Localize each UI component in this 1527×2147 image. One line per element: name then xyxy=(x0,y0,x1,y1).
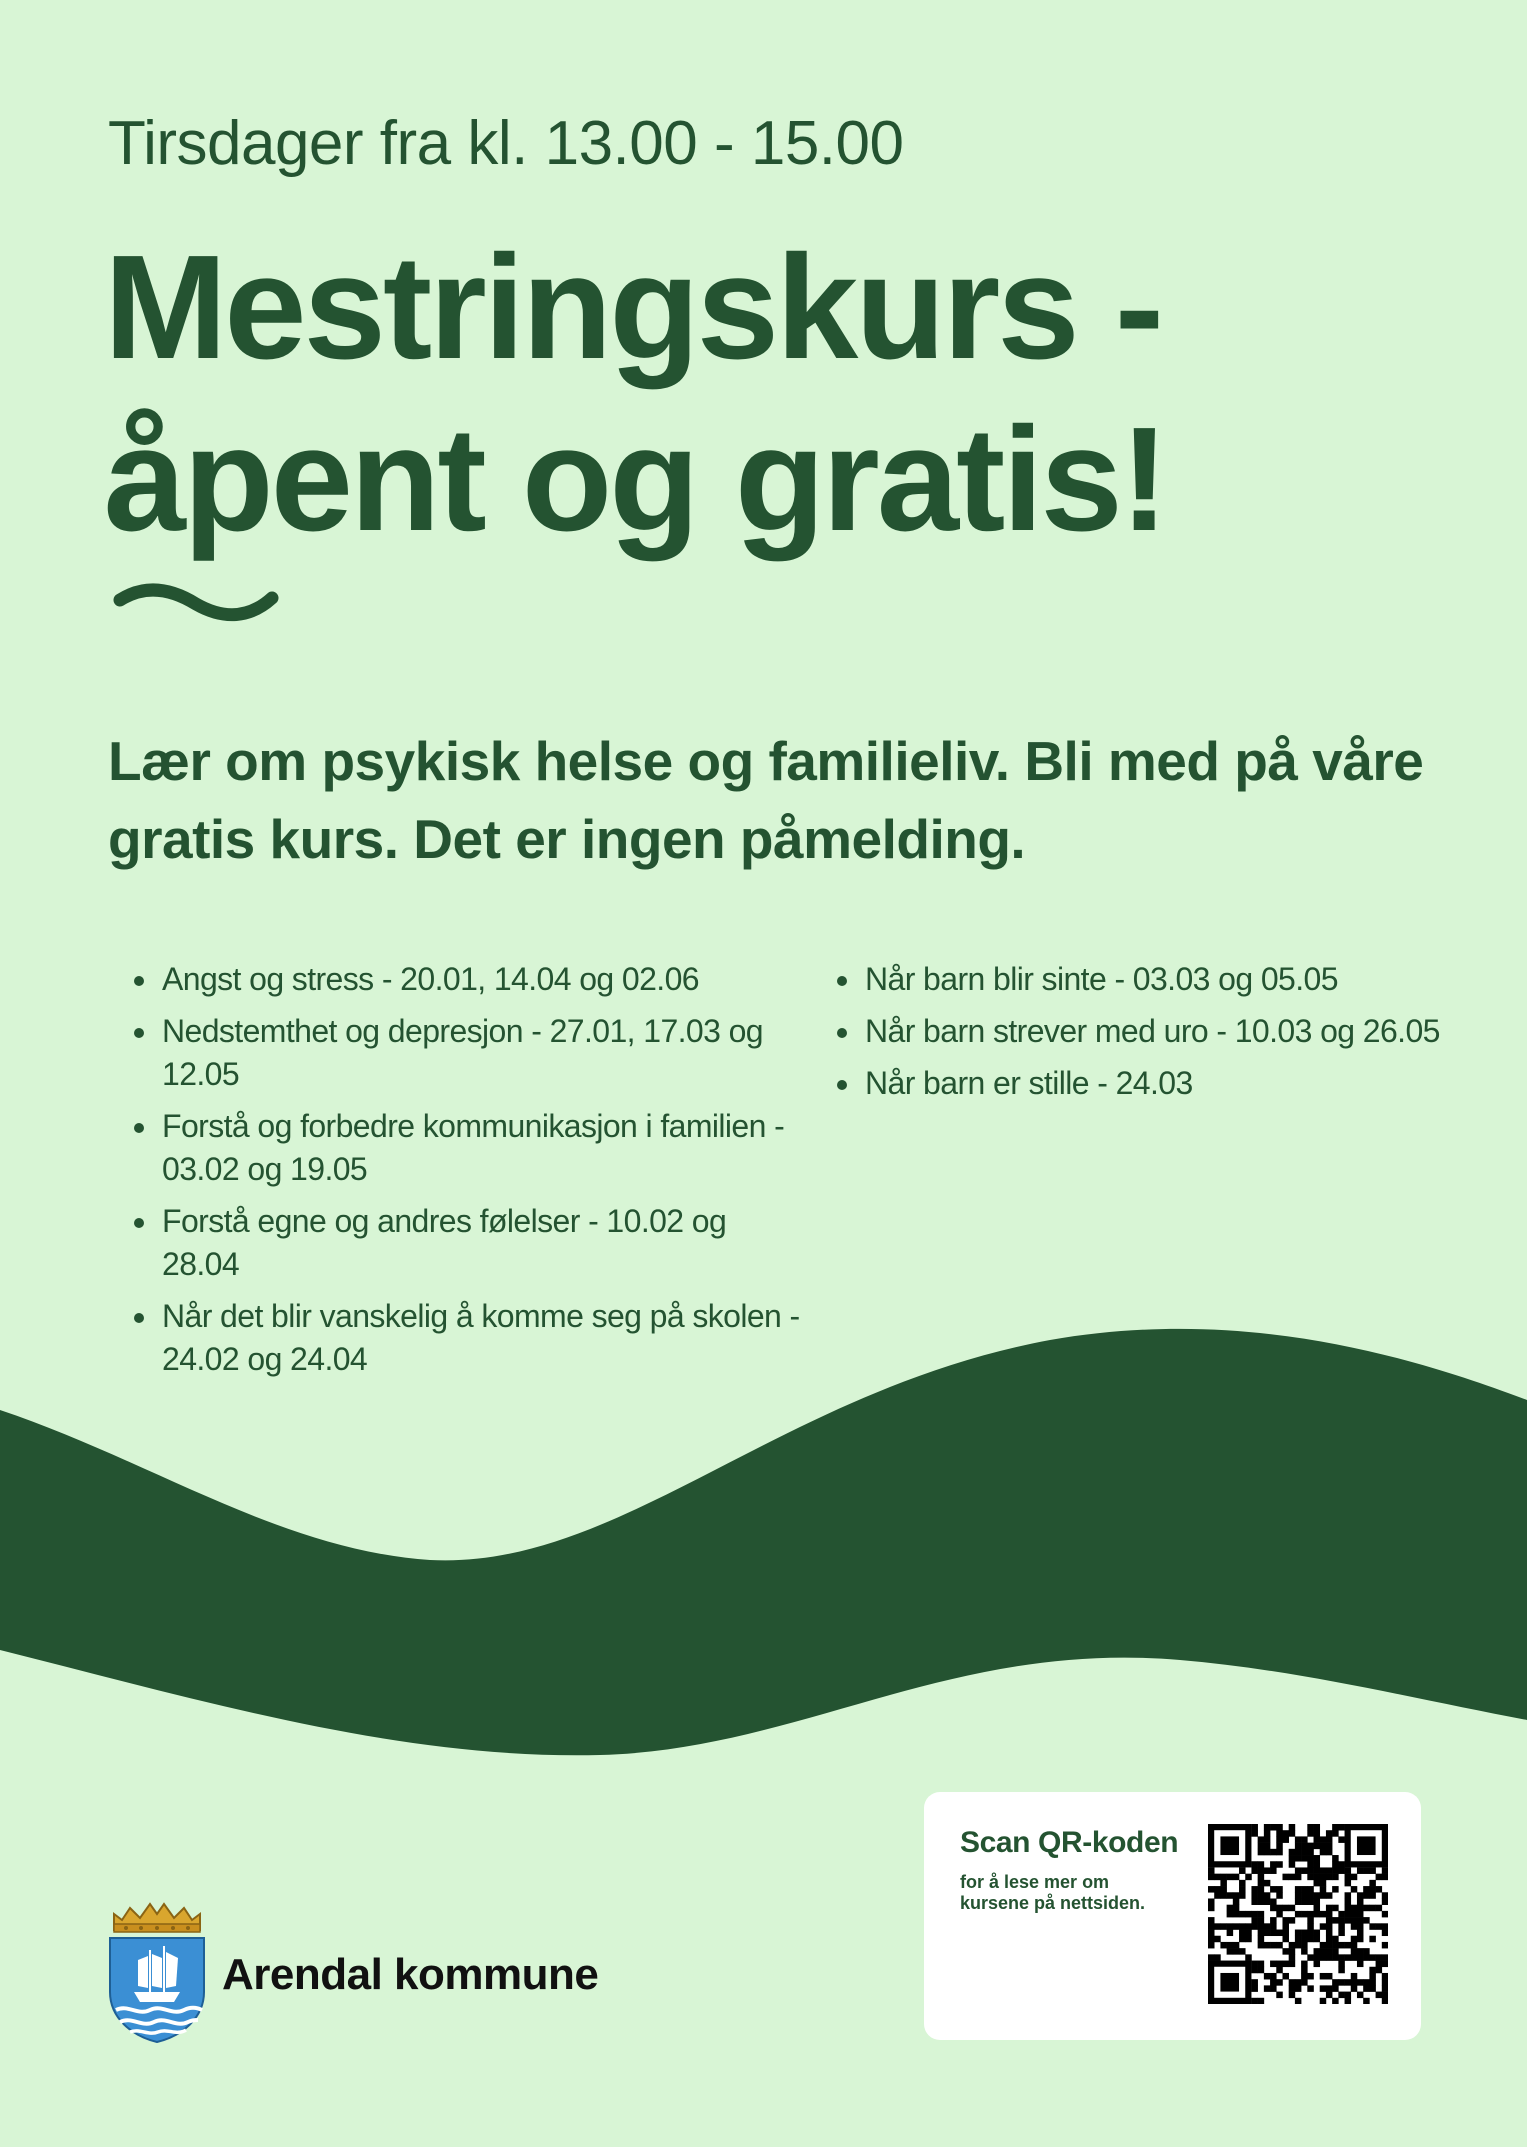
schedule-time: Tirsdager fra kl. 13.00 - 15.00 xyxy=(108,109,904,178)
organization-name: Arendal kommune xyxy=(222,1950,599,1999)
arendal-coat-of-arms-icon xyxy=(106,1896,208,2044)
qr-card xyxy=(924,1792,1421,2040)
page-title xyxy=(104,222,1166,566)
qr-title: Scan QR-koden xyxy=(960,1826,1179,1859)
wave-band xyxy=(0,1300,1527,1760)
list-item: • Når barn er stille - 24.03 xyxy=(863,1062,1463,1105)
list-item: • Når barn strever med uro - 10.03 og 26.05 xyxy=(863,1010,1463,1053)
logo-block xyxy=(106,1896,598,2044)
title-line-1: Mestringskurs - xyxy=(104,225,1162,390)
list-item: • Nedstemthet og depresjon - 27.01, 17.03 og 12.05 xyxy=(160,1010,800,1096)
course-list-right xyxy=(811,958,1463,1114)
qr-description: for å lese mer om kursene på nettsiden. xyxy=(960,1872,1146,1913)
list-item: • Når det blir vanskelig å komme seg på skolen - 24.02 og 24.04 xyxy=(160,1295,800,1381)
list-item: • Når barn blir sinte - 03.03 og 05.05 xyxy=(863,958,1463,1001)
intro-text: Lær om psykisk helse og familieliv. Bli med på våre gratis kurs. Det er ingen påmelding. xyxy=(108,730,1424,870)
list-item: • Forstå og forbedre kommunikasjon i familien - 03.02 og 19.05 xyxy=(160,1105,800,1191)
squiggle-decoration xyxy=(112,582,280,628)
qr-code-icon[interactable] xyxy=(1208,1824,1388,2004)
list-item: • Angst og stress - 20.01, 14.04 og 02.06 xyxy=(160,958,800,1001)
list-item: • Forstå egne og andres følelser - 10.02 og 28.04 xyxy=(160,1200,800,1286)
title-line-2: åpent og gratis! xyxy=(104,397,1167,562)
